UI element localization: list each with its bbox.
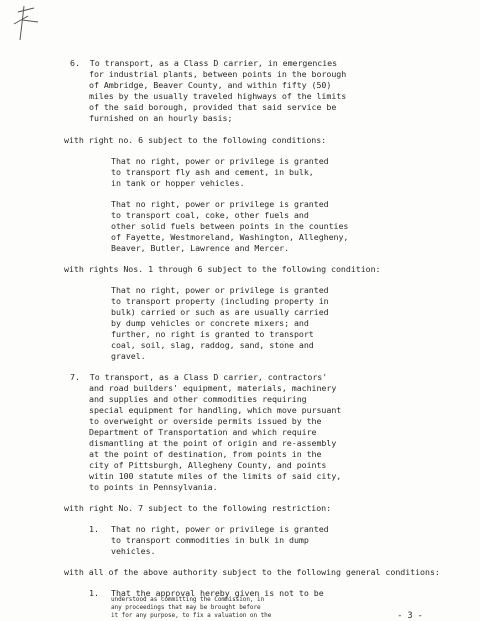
restriction-intro: with right No. 7 subject to the following restriction:	[64, 503, 332, 513]
item6-line: miles by the usually traveled highways of the limits	[89, 91, 347, 101]
item7-line: at the point of destination, from points in the	[89, 449, 322, 459]
item7-line: witin 100 statute miles of the limits of said city,	[89, 471, 342, 481]
item6-line: 6. To transport, as a Class D carrier, in emergencies	[70, 58, 338, 68]
item7-line: city of Pittsburgh, Allegheny County, and points	[89, 460, 327, 470]
condition-line: Beaver, Butler, Lawrence and Mercer.	[111, 243, 290, 253]
restriction-number: 1.	[89, 524, 99, 534]
item6-line: for industrial plants, between points in the borough	[89, 69, 347, 79]
condition-line: further, no right is granted to transport	[111, 329, 314, 339]
condition-line: That no right, power or privilege is granted	[111, 199, 329, 209]
condition-line: by dump vehicles or concrete mixers; and	[111, 318, 309, 328]
item7-line: Department of Transportation and which require	[89, 427, 317, 437]
condition-line: gravel.	[111, 351, 146, 361]
item6-line: of Ambridge, Beaver County, and within fifty (50)	[89, 80, 332, 90]
restriction-line: to transport commodities in bulk in dump	[111, 535, 309, 545]
item7-line: to overweight or overside permits issued by the	[89, 416, 322, 426]
corner-scribble-mark	[4, 2, 44, 42]
item7-line: 7. To transport, as a Class D carrier, contractors'	[70, 372, 328, 382]
restriction-line: That no right, power or privilege is granted	[111, 524, 329, 534]
item7-line: special equipment for handling, which move pursuant	[89, 405, 342, 415]
general-condition-line: it for any purpose, to fix a valuation on the	[111, 612, 272, 619]
general-conditions-intro: with all of the above authority subject to the following general conditions:	[64, 567, 440, 577]
condition-line: coal, soil, slag, raddog, sand, stone and	[111, 340, 314, 350]
item7-line: and road builders' equipment, materials, machinery	[89, 383, 337, 393]
condition-line: to transport property (including property in	[111, 296, 329, 306]
restriction-line: vehicles.	[111, 546, 156, 556]
item7-line: and supplies and other commodities requiring	[89, 394, 307, 404]
general-condition-number: 1.	[89, 588, 99, 598]
condition-intro: with right no. 6 subject to the following conditions:	[64, 135, 327, 145]
condition-line: other solid fuels between points in the counties	[111, 221, 349, 231]
condition-line: That no right, power or privilege is granted	[111, 285, 329, 295]
condition-intro: with rights Nos. 1 through 6 subject to the following condition:	[64, 264, 381, 274]
item7-line: to points in Pennsylvania.	[89, 482, 218, 492]
general-condition-line: understood as committing the Commission, in	[111, 596, 265, 603]
condition-line: That no right, power or privilege is granted	[111, 156, 329, 166]
item6-line: of the said borough, provided that said service be	[89, 102, 337, 112]
item6-line: furnished on an hourly basis;	[89, 113, 233, 123]
condition-line: to transport coal, coke, other fuels and	[111, 210, 309, 220]
condition-line: bulk) carried or such as are usually carried	[111, 307, 329, 317]
page-number: - 3 -	[397, 611, 423, 621]
condition-line: in tank or hopper vehicles.	[111, 178, 245, 188]
condition-line: to transport fly ash and cement, in bulk,	[111, 167, 314, 177]
item7-line: dismantling at the point of origin and re-assembly	[89, 438, 337, 448]
general-condition-line: any proceedings that may be brought before	[111, 604, 261, 611]
general-condition-line: That the approval hereby given is not to be	[111, 588, 324, 598]
condition-line: of Fayette, Westmoreland, Washington, Allegheny,	[111, 232, 349, 242]
